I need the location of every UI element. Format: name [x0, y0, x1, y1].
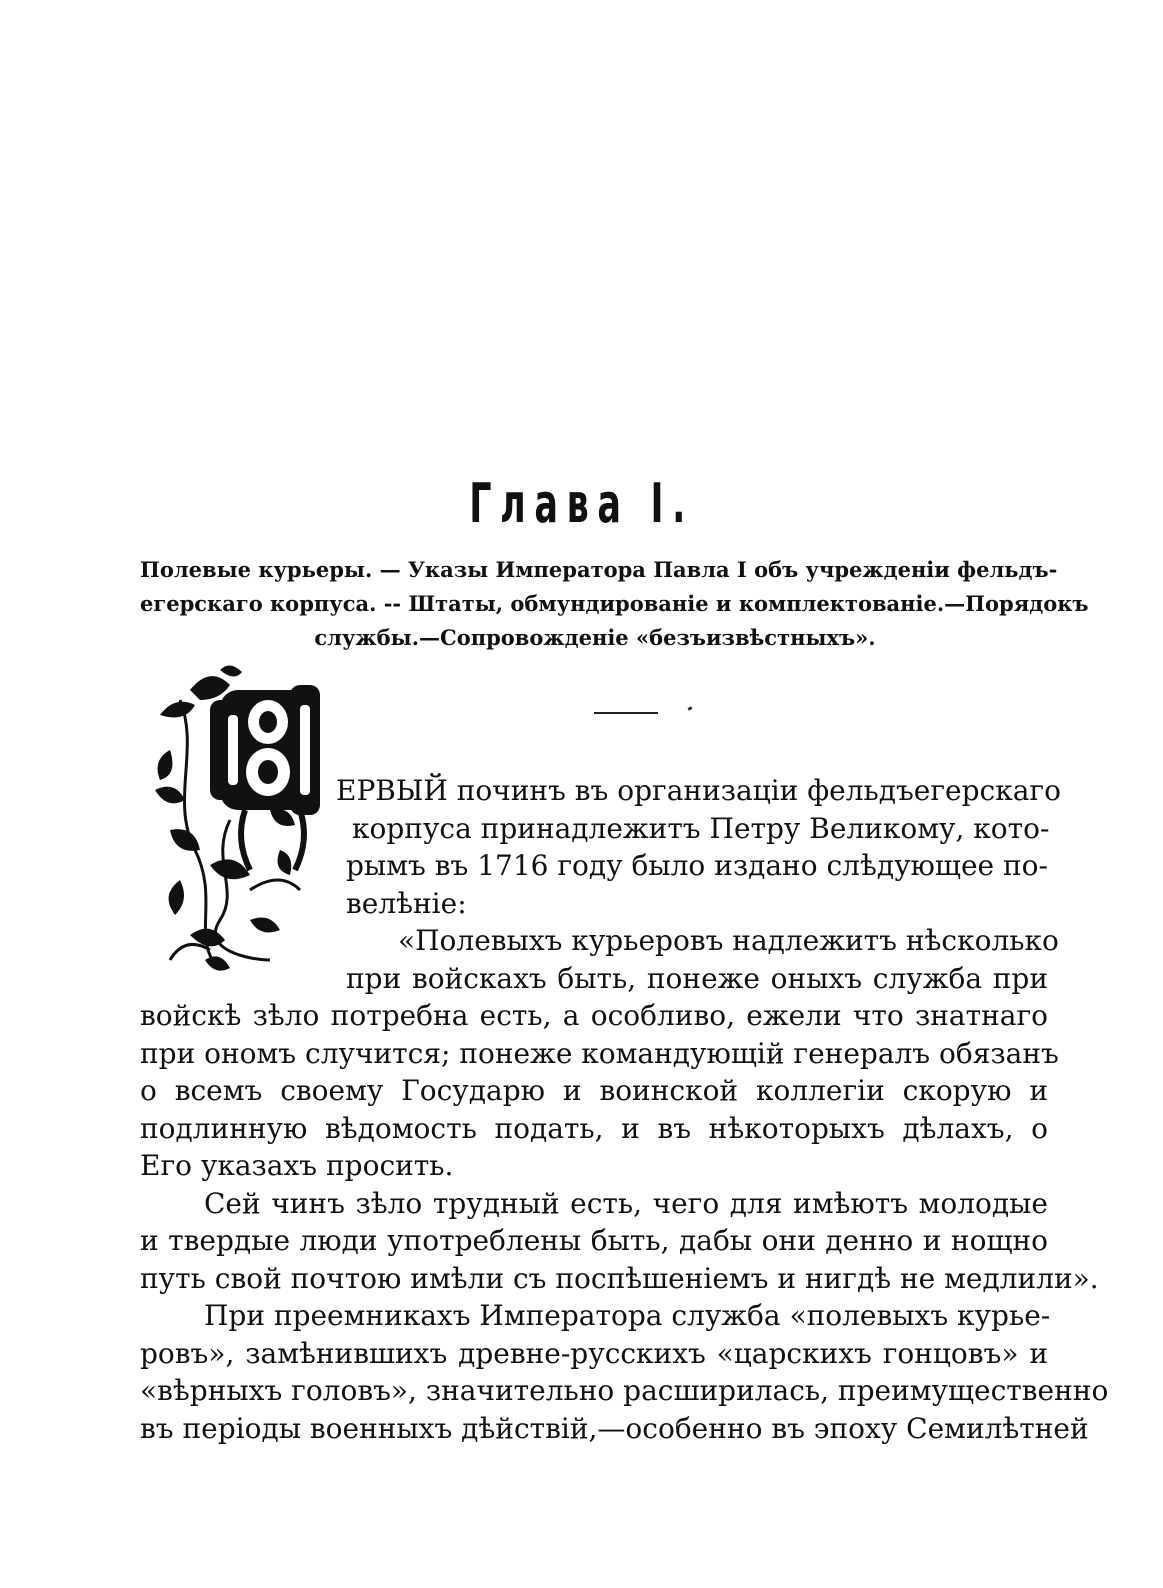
text-line: Сей чинъ зѣло трудный есть, чего для имѣютъ молодые [204, 1186, 1048, 1220]
text-line: «Полевыхъ курьеровъ надлежитъ нѣсколько [398, 924, 1059, 957]
body-text [140, 772, 1109, 1447]
text-line: въ періоды военныхъ дѣйствій,—особенно въ эпоху Семилѣтней [140, 1411, 1089, 1445]
text-line: ЕРВЫЙ починъ въ организаціи фельдъегерскаго [336, 774, 1061, 807]
text-line: о всемъ своему Государю и воинской коллегіи скорую и [140, 1074, 1048, 1107]
text-line: Его указахъ просить. [140, 1149, 454, 1182]
text-line: и твердые люди употреблены быть, дабы они денно и нощно [140, 1224, 1048, 1257]
chapter-summary [140, 553, 1089, 655]
text-line: путь свой почтою имѣли съ поспѣшеніемъ и нигдѣ не медлили». [140, 1261, 1099, 1295]
chapter-title: Глава I. [469, 472, 695, 535]
text-line: «вѣрныхъ головъ», значительно расширилась, преимущественно [140, 1374, 1109, 1407]
text-line: войскѣ зѣло потребна есть, а особливо, ежели что знатнаго [140, 999, 1048, 1032]
separator-dot [688, 706, 693, 711]
summary-line: Полевые курьеры. — Указы Императора Павла I объ учрежденіи фельдъ- [140, 557, 1058, 582]
summary-line: егерскаго корпуса. -- Штаты, обмундированіе и комплектованіе.—Порядокъ [140, 591, 1089, 616]
text-line: при ономъ случится; понеже командующій генералъ обязанъ [140, 1036, 1059, 1070]
separator-rule [594, 712, 658, 714]
text-line: рымъ въ 1716 году было издано слѣдующее по- [346, 849, 1048, 882]
text-line: ровъ», замѣнившихъ древне-русскихъ «царскихъ гонцовъ» и [140, 1336, 1048, 1370]
text-line: подлинную вѣдомость подать, и въ нѣкоторыхъ дѣлахъ, о [140, 1111, 1048, 1145]
text-line: при войскахъ быть, понеже оныхъ служба при [346, 961, 1048, 995]
text-line: При преемникахъ Императора служба «полевыхъ курье- [204, 1299, 1051, 1332]
summary-line: службы.—Сопровожденіе «безъизвѣстныхъ». [314, 625, 876, 650]
text-line: велѣніе: [346, 886, 467, 920]
text-line: корпуса принадлежитъ Петру Великому, кото- [352, 811, 1050, 845]
